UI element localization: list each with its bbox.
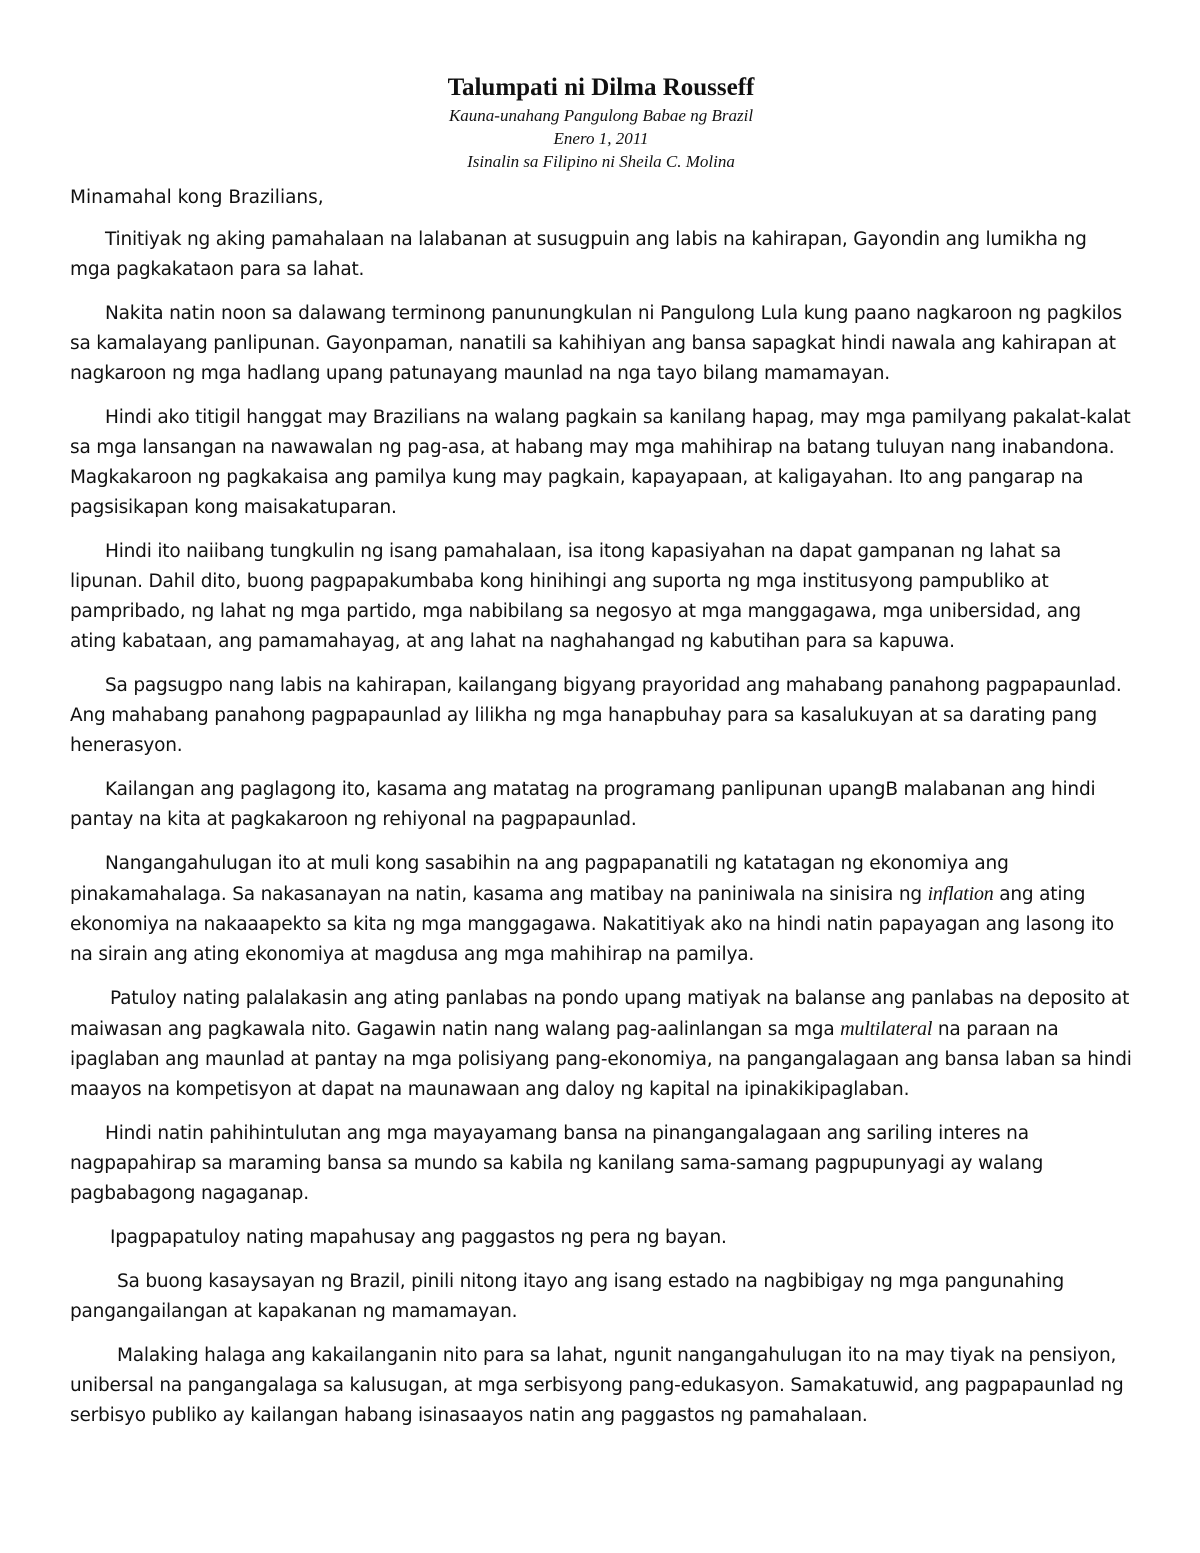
paragraph-2: Nakita natin noon sa dalawang terminong panunungkulan ni Pangulong Lula kung paano nagkaroon ng pagkilos sa kamalayang panlipunan. Gayonpaman, nanatili sa kahihiyan ang bansa sapagkat hindi nawala ang kahirapan at nagkaroon ng mga hadlang upang patunayang maunlad na nga tayo bilang mamamayan. [70, 303, 1122, 384]
document-title: Talumpati ni Dilma Rousseff [447, 74, 755, 101]
paragraph-10: Ipagpapatuloy nating mapahusay ang paggastos ng pera ng bayan. [110, 1227, 727, 1248]
paragraph-12: Malaking halaga ang kakailanganin nito para sa lahat, ngunit nangangahulugan ito na may tiyak na pensiyon, unibersal na pangangalaga sa kalusugan, at mga serbisyong pang-edukasyon. Samakatuwid, ang pagpapaunlad ng serbisyo publiko ay kailangan habang isinasaayos natin ang paggastos ng pamahalaan. [70, 1345, 1124, 1426]
paragraph-8-text-b: na paraan na ipaglaban ang maunlad at pantay na mga polisiyang pang-ekonomiya, na pangangalagaan ang bansa laban sa hindi maayos na kompetisyon at dapat na maunawaan ang daloy ng kapital na ipinakikipaglaban. [70, 1019, 1132, 1100]
document-date: Enero 1, 2011 [553, 129, 649, 148]
document-page [70, 72, 1132, 1445]
paragraph-5: Sa pagsugpo nang labis na kahirapan, kailangang bigyang prayoridad ang mahabang panahong pagpapaunlad. Ang mahabang panahong pagpapaunlad ay lilikha ng mga hanapbuhay para sa kasalukuyan at sa darating pang henerasyon. [70, 675, 1122, 756]
paragraph-7-text-b: ang ating ekonomiya na nakaaapekto sa kita ng mga manggagawa. Nakatitiyak ako na hindi natin papayagan ang lasong ito na sirain ang ating ekonomiya at magdusa ang mga mahihirap na pamilya. [70, 884, 1114, 965]
paragraph-3: Hindi ako titigil hanggat may Brazilians na walang pagkain sa kanilang hapag, may mga pamilyang pakalat-kalat sa mga lansangan na nawawalan ng pag-asa, at habang may mga mahihirap na batang tuluyan nang inabandona. Magkakaroon ng pagkakaisa ang pamilya kung may pagkain, kapayapaan, at kaligayahan. Ito ang pangarap na pagsisikapan kong maisakatuparan. [70, 407, 1131, 518]
paragraph-8-emphasis: multilateral [840, 1018, 933, 1040]
paragraph-8 [70, 984, 1132, 1105]
paragraph-1: Tinitiyak ng aking pamahalaan na lalabanan at susugpuin ang labis na kahirapan, Gayondin ang lumikha ng mga pagkakataon para sa lahat. [70, 229, 1087, 280]
paragraph-11: Sa buong kasaysayan ng Brazil, pinili nitong itayo ang isang estado na nagbibigay ng mga pangunahing pangangailangan at kapakanan ng mamamayan. [70, 1271, 1065, 1322]
paragraph-9: Hindi natin pahihintulutan ang mga mayayamang bansa na pinangangalagaan ang sariling interes na nagpapahirap sa maraming bansa sa mundo sa kabila ng kanilang sama-samang pagpupunyagi ay walang pagbabagong nagaganap. [70, 1123, 1044, 1204]
paragraph-7-text-a: Nangangahulugan ito at muli kong sasabihin na ang pagpapanatili ng katatagan ng ekonomiya ang pinakamahalaga. Sa nakasanayan na natin, kasama ang matibay na paniniwala na sinisira ng [70, 853, 1009, 905]
document-subtitle: Kauna-unahang Pangulong Babae ng Brazil [448, 106, 754, 125]
paragraph-7-emphasis: inflation [927, 883, 994, 905]
paragraph-8-text-a: Patuloy nating palalakasin ang ating panlabas na pondo upang matiyak na balanse ang panlabas na deposito at maiwasan ang pagkawala nito. Gagawin natin nang walang pag-aalinlangan sa mga [70, 988, 1130, 1040]
document-translator: Isinalin sa Filipino ni Sheila C. Molina [467, 152, 735, 171]
salutation: Minamahal kong Brazilians, [70, 187, 324, 208]
document-header [70, 72, 1132, 173]
paragraph-4: Hindi ito naiibang tungkulin ng isang pamahalaan, isa itong kapasiyahan na dapat gampanan ng lahat sa lipunan. Dahil dito, buong pagpapakumbaba kong hinihingi ang suporta ng mga institusyong pampubliko at pampribado, ng lahat ng mga partido, mga nabibilang sa negosyo at mga manggagawa, mga unibersidad, ang ating kabataan, ang pamamahayag, at ang lahat na naghahangad ng kabutihan para sa kapuwa. [70, 541, 1081, 652]
paragraph-6: Kailangan ang paglagong ito, kasama ang matatag na programang panlipunan upangB malabanan ang hindi pantay na kita at pagkakaroon ng rehiyonal na pagpapaunlad. [70, 779, 1096, 830]
paragraph-7 [70, 849, 1132, 970]
